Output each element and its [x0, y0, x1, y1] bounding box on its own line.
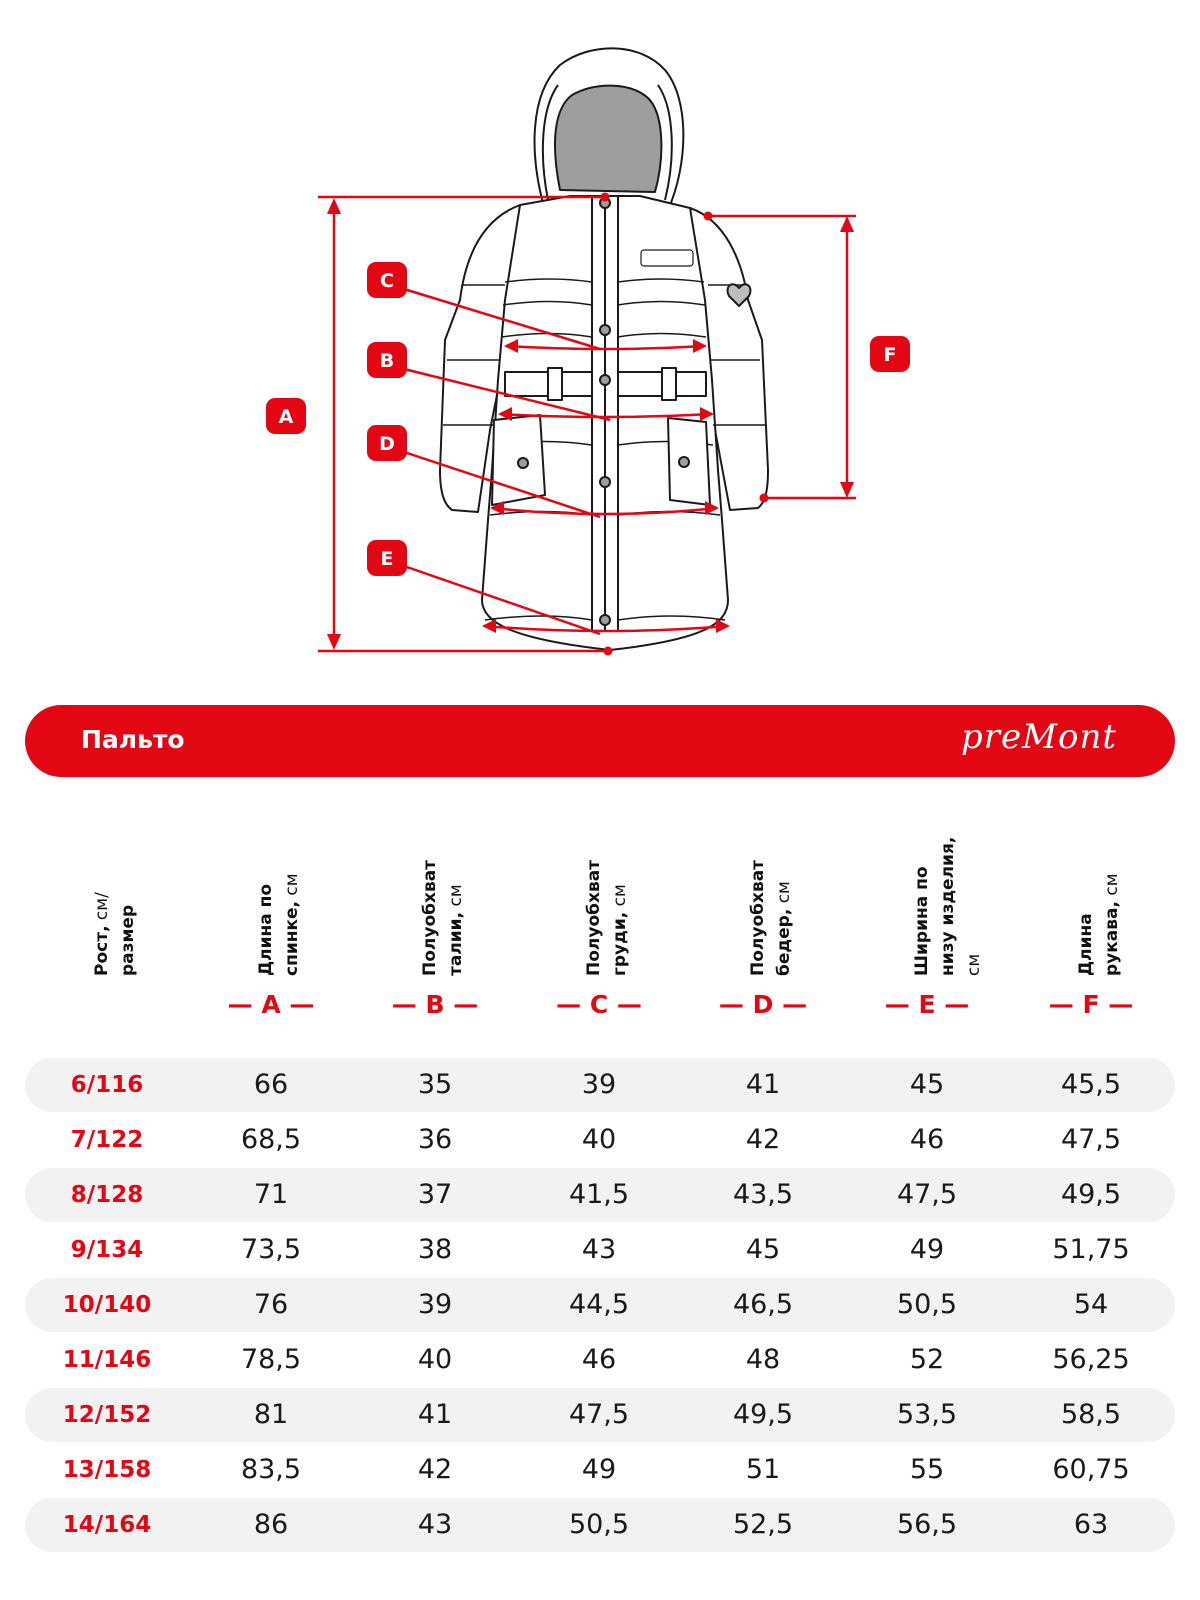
header-back-length: Длина по спинке, см — A — — [189, 810, 353, 1050]
coat-measurement-diagram — [0, 0, 1200, 680]
table-row — [25, 1388, 1175, 1442]
header-letter-f: — F — — [1048, 990, 1134, 1019]
cell-half-waist: 41 — [417, 1399, 453, 1430]
marker-badge-f — [870, 336, 910, 372]
cell-half-waist: 38 — [417, 1234, 453, 1265]
cell-bottom-width: 53,5 — [896, 1399, 958, 1430]
marker-badge-b — [367, 342, 407, 378]
cell-size: 10/140 — [62, 1292, 152, 1318]
cell-sleeve-length: 60,75 — [1052, 1454, 1130, 1485]
svg-text:D: D — [379, 433, 395, 455]
cell-back-length: 86 — [253, 1509, 289, 1540]
cell-half-chest: 50,5 — [568, 1509, 630, 1540]
size-table — [25, 1058, 1175, 1553]
cell-half-chest: 46 — [581, 1344, 617, 1375]
header-half-waist: Полуобхват талии, см — B — — [353, 810, 517, 1050]
header-half-chest: Полуобхват груди, см — C — — [517, 810, 681, 1050]
cell-size: 8/128 — [70, 1182, 144, 1208]
cell-half-chest: 44,5 — [568, 1289, 630, 1320]
cell-bottom-width: 56,5 — [896, 1509, 958, 1540]
cell-half-hips: 51 — [745, 1454, 781, 1485]
cell-half-waist: 39 — [417, 1289, 453, 1320]
cell-half-hips: 43,5 — [732, 1179, 794, 1210]
cell-bottom-width: 49 — [909, 1234, 945, 1265]
cell-bottom-width: 52 — [909, 1344, 945, 1375]
header-letter-c: — C — — [556, 990, 642, 1019]
cell-back-length: 66 — [253, 1069, 289, 1100]
svg-text:A: A — [278, 406, 294, 428]
cell-size: 7/122 — [70, 1127, 144, 1153]
cell-sleeve-length: 56,25 — [1052, 1344, 1130, 1375]
product-banner — [25, 705, 1175, 777]
cell-back-length: 83,5 — [240, 1454, 302, 1485]
cell-sleeve-length: 63 — [1073, 1509, 1109, 1540]
cell-sleeve-length: 54 — [1073, 1289, 1109, 1320]
product-title: Пальто — [81, 725, 185, 754]
cell-back-length: 81 — [253, 1399, 289, 1430]
cell-half-hips: 42 — [745, 1124, 781, 1155]
cell-half-hips: 49,5 — [732, 1399, 794, 1430]
svg-text:F: F — [883, 344, 897, 366]
table-row — [25, 1333, 1175, 1387]
cell-half-waist: 37 — [417, 1179, 453, 1210]
header-height-size: Рост, см/ размер — [92, 892, 138, 976]
brand-logo: preMont — [961, 717, 1117, 757]
cell-size: 13/158 — [62, 1457, 152, 1483]
cell-half-hips: 52,5 — [732, 1509, 794, 1540]
cell-half-waist: 42 — [417, 1454, 453, 1485]
cell-half-chest: 47,5 — [568, 1399, 630, 1430]
marker-badge-a — [266, 398, 306, 434]
header-bottom-width: Ширина по низу изделия, см — E — — [845, 810, 1009, 1050]
cell-half-hips: 41 — [745, 1069, 781, 1100]
cell-sleeve-length: 51,75 — [1052, 1234, 1130, 1265]
cell-half-chest: 39 — [581, 1069, 617, 1100]
cell-half-chest: 41,5 — [568, 1179, 630, 1210]
cell-back-length: 78,5 — [240, 1344, 302, 1375]
header-letter-a: — A — — [227, 990, 315, 1019]
header-half-hips: Полуобхват бедер, см — D — — [681, 810, 845, 1050]
cell-sleeve-length: 58,5 — [1060, 1399, 1122, 1430]
svg-text:C: C — [380, 270, 394, 292]
cell-bottom-width: 45 — [909, 1069, 945, 1100]
cell-bottom-width: 55 — [909, 1454, 945, 1485]
svg-text:B: B — [379, 350, 395, 372]
table-row — [25, 1443, 1175, 1497]
cell-half-waist: 43 — [417, 1509, 453, 1540]
marker-badge-d — [367, 425, 407, 461]
table-row — [25, 1223, 1175, 1277]
cell-bottom-width: 50,5 — [896, 1289, 958, 1320]
svg-text:E: E — [380, 548, 394, 570]
header-letter-e: — E — — [884, 990, 970, 1019]
size-table-header — [0, 810, 1200, 1050]
cell-back-length: 68,5 — [240, 1124, 302, 1155]
cell-bottom-width: 47,5 — [896, 1179, 958, 1210]
table-row — [25, 1498, 1175, 1552]
cell-size: 11/146 — [62, 1347, 152, 1373]
cell-half-hips: 48 — [745, 1344, 781, 1375]
cell-half-waist: 35 — [417, 1069, 453, 1100]
table-row — [25, 1113, 1175, 1167]
cell-half-chest: 43 — [581, 1234, 617, 1265]
cell-half-chest: 49 — [581, 1454, 617, 1485]
header-sleeve-length: Длина рукава, см — F — — [1009, 810, 1173, 1050]
cell-half-waist: 36 — [417, 1124, 453, 1155]
cell-half-chest: 40 — [581, 1124, 617, 1155]
cell-back-length: 73,5 — [240, 1234, 302, 1265]
cell-size: 9/134 — [70, 1237, 144, 1263]
cell-bottom-width: 46 — [909, 1124, 945, 1155]
marker-badge-c — [367, 262, 407, 298]
marker-badge-e — [367, 540, 407, 576]
cell-back-length: 71 — [253, 1179, 289, 1210]
cell-half-waist: 40 — [417, 1344, 453, 1375]
header-letter-b: — B — — [391, 990, 479, 1019]
cell-sleeve-length: 49,5 — [1060, 1179, 1122, 1210]
cell-size: 12/152 — [62, 1402, 152, 1428]
table-row — [25, 1278, 1175, 1332]
cell-size: 6/116 — [70, 1072, 144, 1098]
cell-half-hips: 46,5 — [732, 1289, 794, 1320]
table-row — [25, 1168, 1175, 1222]
cell-sleeve-length: 47,5 — [1060, 1124, 1122, 1155]
cell-size: 14/164 — [62, 1512, 152, 1538]
cell-sleeve-length: 45,5 — [1060, 1069, 1122, 1100]
cell-back-length: 76 — [253, 1289, 289, 1320]
header-letter-d: — D — — [718, 990, 808, 1019]
cell-half-hips: 45 — [745, 1234, 781, 1265]
table-row — [25, 1058, 1175, 1112]
